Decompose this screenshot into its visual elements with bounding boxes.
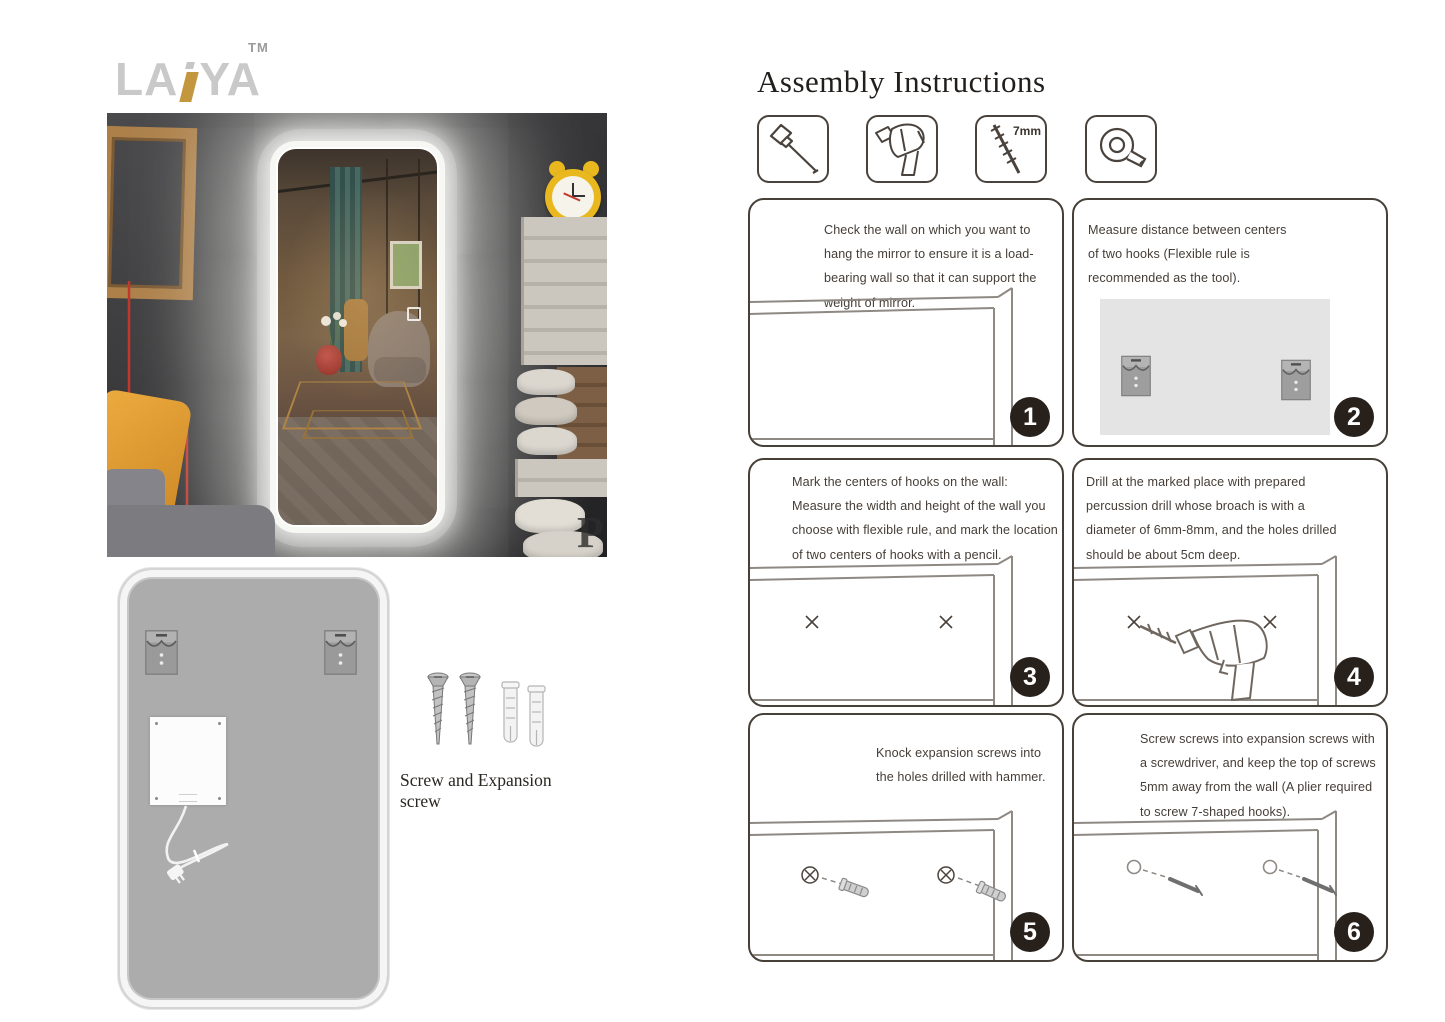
pillow xyxy=(515,397,577,425)
step-box-4 xyxy=(1072,458,1388,707)
pillow xyxy=(517,427,577,455)
step-number-badge: 4 xyxy=(1334,657,1374,697)
expansion-anchor xyxy=(502,682,519,742)
screwdriver-icon xyxy=(759,117,827,181)
step-box-6 xyxy=(1072,713,1388,962)
step-text: Mark the centers of hooks on the wall: Measure the width and height of the wall you choose with flexible rule, and mark the location of two centers of hooks with a pencil. xyxy=(792,475,1058,562)
led-mirror xyxy=(270,141,445,533)
svg-text:7mm: 7mm xyxy=(1013,124,1042,138)
crate-stack xyxy=(515,217,607,557)
step-text: Drill at the marked place with prepared percussion drill whose broach is with a diameter of 6mm-8mm, and the holes drilled should be about 5cm deep. xyxy=(1086,475,1337,562)
page-title: Assembly Instructions xyxy=(757,64,1046,99)
step-text: Knock expansion screws into the holes drilled with hammer. xyxy=(876,746,1046,785)
mirror-reflection xyxy=(276,147,439,527)
logo-accent-bar xyxy=(180,72,199,102)
step-text: Screw screws into expansion screws with a screwdriver, and keep the top of screws 5mm away from the wall (A plier required to screw 7-shaped hooks). xyxy=(1140,732,1376,819)
tool-screwdriver xyxy=(757,115,829,183)
white-crate xyxy=(521,217,607,365)
step-number-badge: 3 xyxy=(1010,657,1050,697)
x-mark xyxy=(938,614,954,630)
hanging-hook-left xyxy=(1121,355,1151,397)
step-box-1 xyxy=(748,198,1064,447)
crate-letter: P xyxy=(577,508,604,557)
drill-bit-icon xyxy=(977,117,1045,181)
tool-drill xyxy=(866,115,938,183)
step-text: Measure distance between centers of two hooks (Flexible rule is recommended as the tool). xyxy=(1088,223,1287,286)
mirror-back-diagram xyxy=(118,568,389,1009)
product-photo xyxy=(107,113,607,557)
step-number-badge: 1 xyxy=(1010,397,1050,437)
white-crate xyxy=(515,459,607,497)
tool-tape-measure xyxy=(1085,115,1157,183)
brand-logo xyxy=(115,50,262,105)
tape-measure-icon xyxy=(1087,117,1155,181)
hanging-hook-right xyxy=(324,630,357,675)
trademark-symbol: TM xyxy=(248,40,269,55)
mirror-back-panel xyxy=(1100,299,1330,435)
screw-and-anchor-figure xyxy=(418,664,558,768)
logo-accent-dot xyxy=(185,62,195,69)
junction-box xyxy=(150,717,226,805)
logo-suffix: YA xyxy=(199,53,262,105)
power-cord xyxy=(120,798,280,928)
scene-warm-light xyxy=(278,149,437,525)
step-box-5 xyxy=(748,713,1064,962)
x-mark xyxy=(804,614,820,630)
pillow xyxy=(515,499,585,533)
step-number-badge: 2 xyxy=(1334,397,1374,437)
screw xyxy=(460,673,480,744)
hanging-hook-right xyxy=(1281,359,1311,401)
step-number-badge: 6 xyxy=(1334,912,1374,952)
step-number-badge: 5 xyxy=(1010,912,1050,952)
drill-icon xyxy=(868,117,936,181)
sofa xyxy=(107,505,275,557)
pillow xyxy=(517,369,575,395)
step-box-3 xyxy=(748,458,1064,707)
logo-prefix: LA xyxy=(115,53,179,105)
expansion-anchor xyxy=(528,686,545,746)
logo-accent-i xyxy=(180,66,197,102)
parts-label: Screw and Expansion screw xyxy=(400,770,552,811)
tool-drill-bit xyxy=(975,115,1047,183)
hanging-hook-left xyxy=(145,630,178,675)
screw xyxy=(428,673,448,744)
step-box-2 xyxy=(1072,198,1388,447)
step-text: Check the wall on which you want to hang the mirror to ensure it is a load-bearing wall so that it can support the weight of mirror. xyxy=(824,223,1037,310)
